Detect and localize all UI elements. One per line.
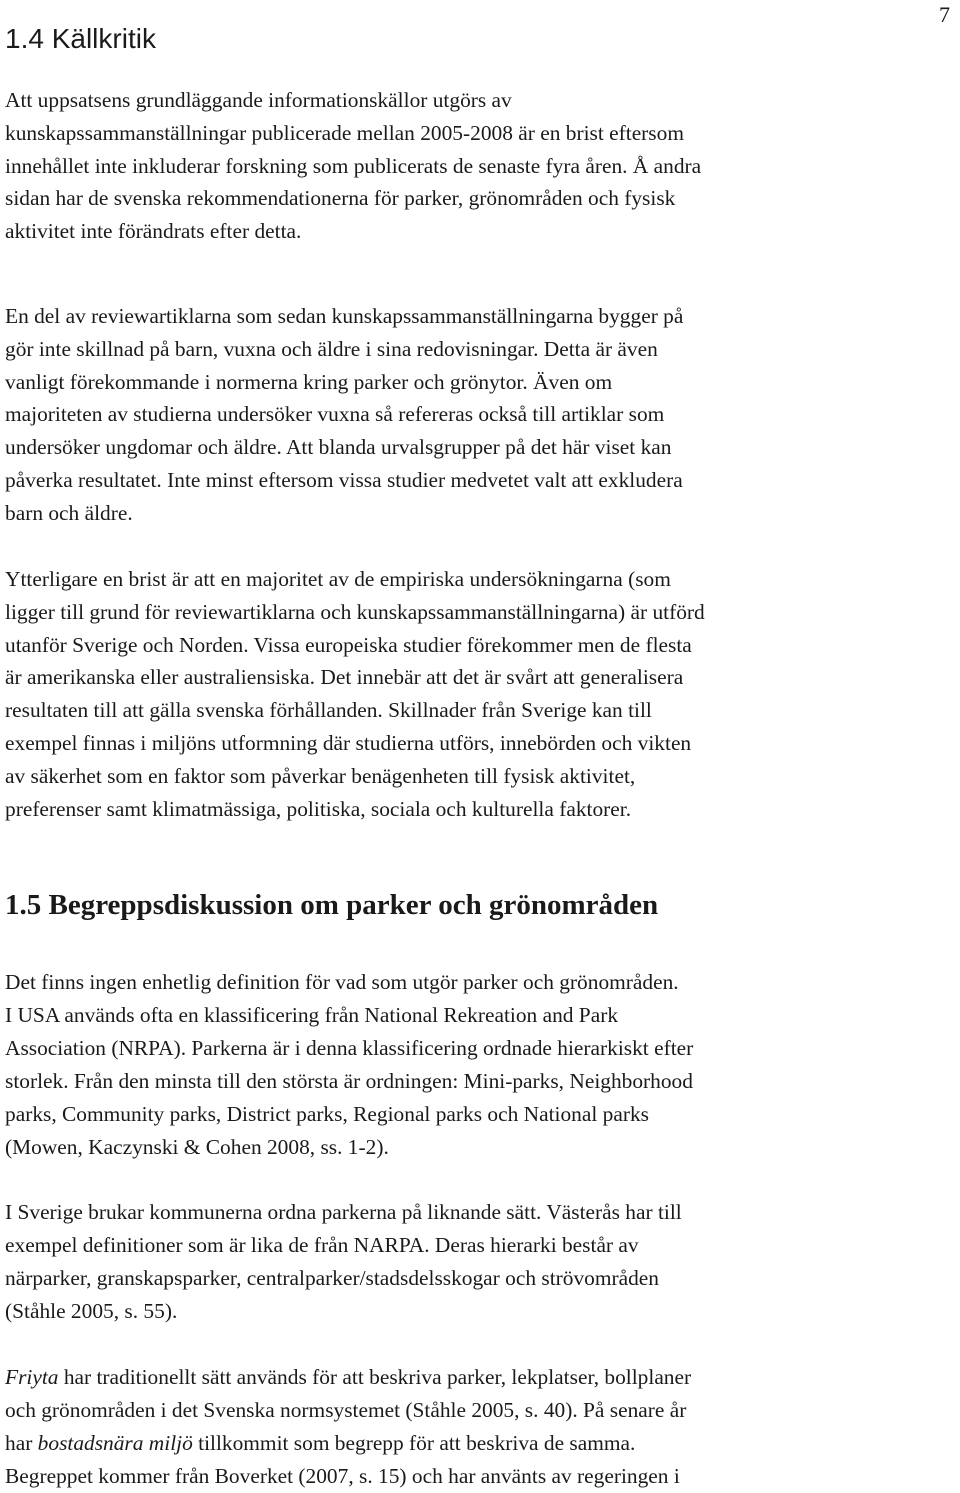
text-line: Det finns ingen enhetlig definition för vad som utgör parker och grönområden. xyxy=(5,970,679,994)
text-line: ligger till grund för reviewartiklarna och kunskapssammanställningarna) är utförd xyxy=(5,599,705,624)
text-line: majoriteten av studierna undersöker vuxna så refereras också till artiklar som xyxy=(5,402,665,427)
text-line: påverka resultatet. Inte minst eftersom vissa studier medvetet valt att exkludera xyxy=(5,467,683,492)
text-line: närparker, granskapsparker, centralparker/stadsdelsskogar och strövområden xyxy=(5,1266,660,1290)
text-fragment: har xyxy=(5,1431,38,1455)
text-line: storlek. Från den minsta till den största är ordningen: Mini-parks, Neighborhood xyxy=(5,1069,693,1093)
text-fragment: tillkommit som begrepp för att beskriva de samma. xyxy=(192,1431,636,1455)
text-line: kunskapssammanställningar publicerade mellan 2005-2008 är en brist eftersom xyxy=(5,120,684,145)
text-line: är amerikanska eller australiensiska. Det innebär att det är svårt att generalisera xyxy=(5,665,684,690)
paragraph xyxy=(5,84,701,248)
section-heading-begreppsdiskussion: 1.5 Begreppsdiskussion om parker och grönområden xyxy=(5,889,659,921)
text-line: och grönområden i det Svenska normsystemet (Ståhle 2005, s. 40). På senare år xyxy=(5,1398,687,1422)
text-line: Begreppet kommer från Boverket (2007, s. 15) och har använts av regeringen i xyxy=(5,1464,680,1488)
paragraph xyxy=(5,1196,682,1328)
section-heading-kallkritik: 1.4 Källkritik xyxy=(5,23,156,54)
text-line: undersöker ungdomar och äldre. Att blanda urvalsgrupper på det här viset kan xyxy=(5,435,672,460)
text-line: I Sverige brukar kommunerna ordna parkerna på liknande sätt. Västerås har till xyxy=(5,1200,682,1224)
paragraph xyxy=(5,1361,691,1493)
text-line: aktivitet inte förändrats efter detta. xyxy=(5,219,302,244)
text-line: vanligt förekommande i normerna kring parker och grönytor. Även om xyxy=(5,369,613,394)
text-line: parks, Community parks, District parks, Regional parks och National parks xyxy=(5,1102,649,1126)
text-line: Att uppsatsens grundläggande informationskällor utgörs av xyxy=(5,88,512,112)
text-fragment: har traditionellt sätt används för att beskriva parker, lekplatser, bollplaner xyxy=(58,1365,692,1389)
text-line: exempel finnas i miljöns utformning där studierna utförs, innebörden och vikten xyxy=(5,730,692,755)
text-line: (Ståhle 2005, s. 55). xyxy=(5,1299,178,1323)
paragraph xyxy=(5,966,693,1164)
text-line: preferenser samt klimatmässiga, politiska, sociala och kulturella faktorer. xyxy=(5,796,632,821)
text-line: gör inte skillnad på barn, vuxna och äldre i sina redovisningar. Detta är även xyxy=(5,336,658,361)
text-line xyxy=(5,1361,691,1394)
text-line: exempel definitioner som är lika de från NARPA. Deras hierarki består av xyxy=(5,1233,639,1257)
text-line: av säkerhet som en faktor som påverkar benägenheten till fysisk aktivitet, xyxy=(5,763,636,788)
text-line xyxy=(5,1427,691,1460)
text-line: barn och äldre. xyxy=(5,500,133,525)
text-line: I USA används ofta en klassificering från National Rekreation and Park xyxy=(5,1003,619,1027)
text-line: Ytterligare en brist är att en majoritet av de empiriska undersökningarna (som xyxy=(5,567,671,591)
paragraph xyxy=(5,563,705,825)
text-line: resultaten till att gälla svenska förhållanden. Skillnader från Sverige kan till xyxy=(5,698,652,723)
text-line: utanför Sverige och Norden. Vissa europeiska studier förekommer men de flesta xyxy=(5,632,692,657)
text-line: (Mowen, Kaczynski & Cohen 2008, ss. 1-2). xyxy=(5,1135,389,1159)
page-number: 7 xyxy=(939,2,950,27)
text-line: innehållet inte inkluderar forskning som publicerats de senaste fyra åren. Å andra xyxy=(5,153,702,178)
term-bostadsnara-miljo: bostadsnära miljö xyxy=(37,1431,193,1455)
paragraph xyxy=(5,300,683,530)
text-line: En del av reviewartiklarna som sedan kunskapssammanställningarna bygger på xyxy=(5,304,684,328)
text-line: Association (NRPA). Parkerna är i denna klassificering ordnade hierarkiskt efter xyxy=(5,1036,694,1060)
text-line: sidan har de svenska rekommendationerna för parker, grönområden och fysisk xyxy=(5,186,676,211)
term-friyta: Friyta xyxy=(5,1365,59,1389)
